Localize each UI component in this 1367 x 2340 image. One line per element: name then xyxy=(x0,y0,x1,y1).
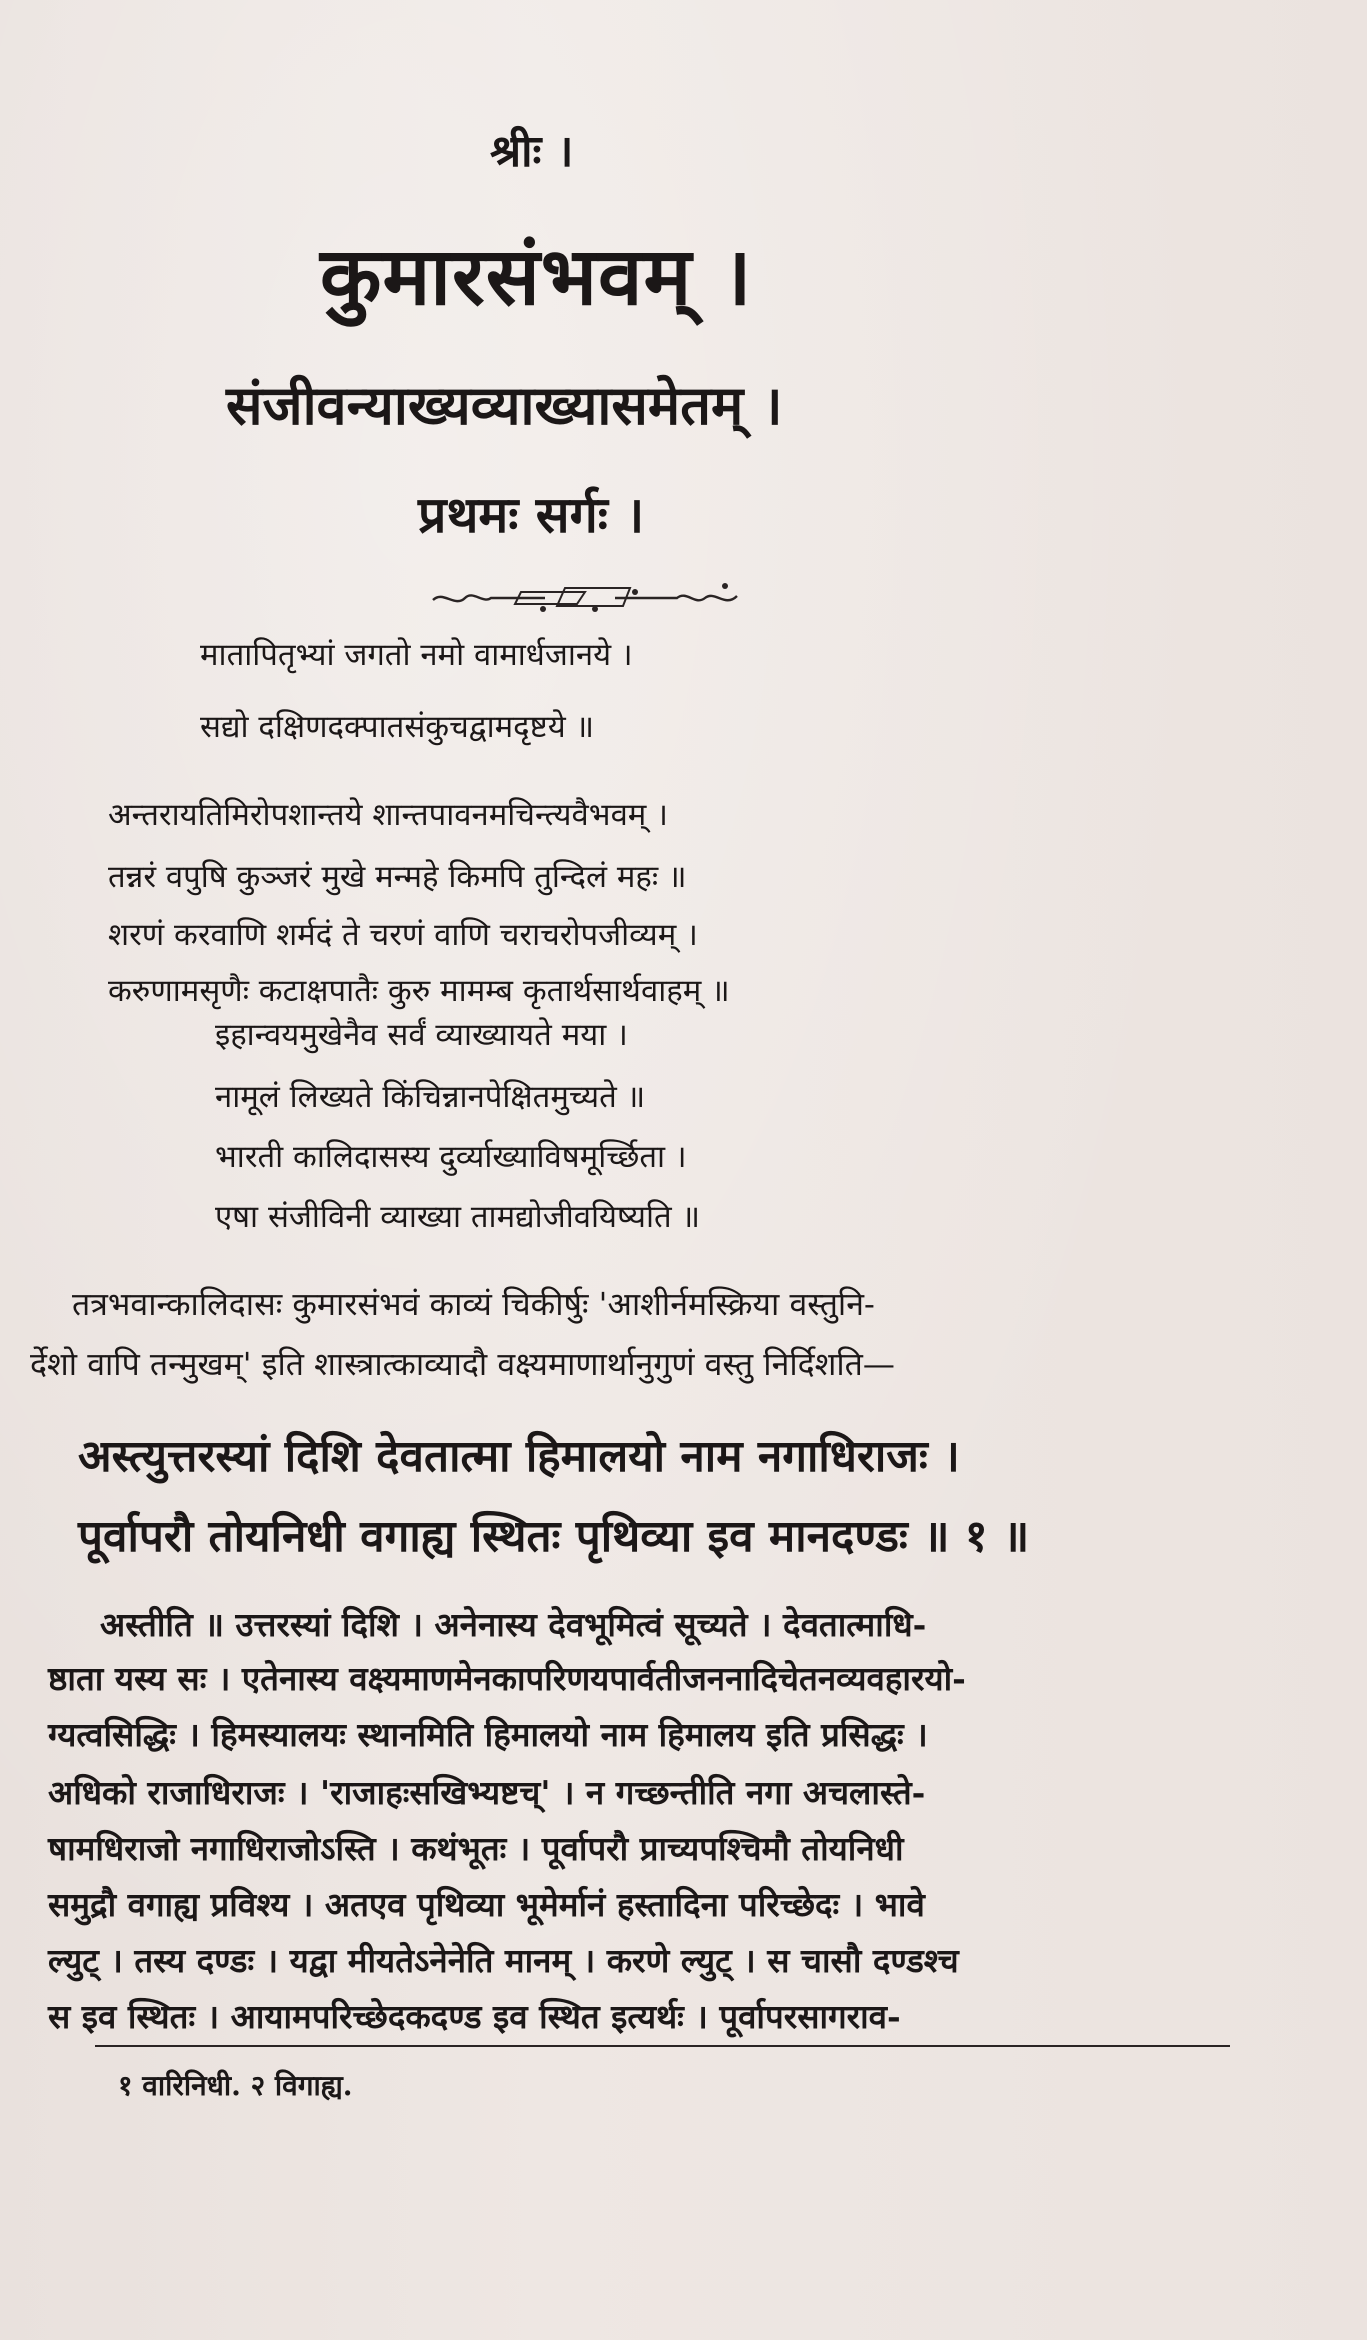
commentary-intro-line: र्देशो वापि तन्मुखम्' इति शास्त्रात्काव्यादौ वक्ष्यमाणार्थानुगुणं वस्तु निर्दिशति— xyxy=(30,1345,895,1383)
gloss-line: समुद्रौ वगाह्य प्रविश्य । अतएव पृथिव्या भूमेर्मानं हस्तादिना परिच्छेदः । भावे xyxy=(48,1885,925,1924)
invocation-verse-line: शरणं करवाणि शर्मदं ते चरणं वाणि चराचरोपजीव्यम् । xyxy=(108,917,698,953)
method-verse-line: नामूलं लिख्यते किंचिन्नानपेक्षितमुच्यते ॥ xyxy=(215,1079,646,1115)
main-verse-line: पूर्वापरौ तोयनिधी वगाह्य स्थितः पृथिव्या इव मानदण्डः ॥ १ ॥ xyxy=(78,1511,1030,1562)
method-verse-line: इहान्वयमुखेनैव सर्वं व्याख्यायते मया । xyxy=(215,1017,628,1053)
book-subtitle: संजीवन्याख्यव्याख्यासमेतम् । xyxy=(226,373,783,437)
gloss-line: अस्तीति ॥ उत्तरस्यां दिशि । अनेनास्य देवभूमित्वं सूच्यते । देवतात्माधि- xyxy=(100,1605,927,1644)
opening-verse-line: सद्यो दक्षिणदक्पातसंकुचद्वामदृष्टये ॥ xyxy=(200,709,595,745)
method-verse-line: एषा संजीविनी व्याख्या तामद्योजीवयिष्यति ॥ xyxy=(215,1199,701,1235)
invocation-verse-line: करुणामसृणैः कटाक्षपातैः कुरु मामम्ब कृतार्थसार्थवाहम् ॥ xyxy=(108,973,730,1009)
gloss-line: अधिको राजाधिराजः । 'राजाहःसखिभ्यष्टच्' । न गच्छन्तीति नगा अचलास्ते- xyxy=(48,1773,926,1812)
method-verse-line: भारती कालिदासस्य दुर्व्याख्याविषमूर्च्छिता । xyxy=(215,1139,687,1175)
gloss-line: स इव स्थितः । आयामपरिच्छेदकदण्ड इव स्थित इत्यर्थः । पूर्वापरसागराव- xyxy=(48,1997,901,2036)
opening-verse-line: मातापितृभ्यां जगतो नमो वामार्धजानये । xyxy=(200,637,633,673)
gloss-line: षामधिराजो नगाधिराजोऽस्ति । कथंभूतः । पूर्वापरौ प्राच्यपश्चिमौ तोयनिधी xyxy=(48,1829,904,1868)
footnote-rule xyxy=(95,2045,1230,2047)
gloss-line: ष्ठाता यस्य सः । एतेनास्य वक्ष्यमाणमेनकापरिणयपार्वतीजननादिचेतनव्यवहारयो- xyxy=(48,1659,966,1698)
book-title: कुमारसंभवम् । xyxy=(320,229,753,323)
gloss-line: ल्युट् । तस्य दण्डः । यद्वा मीयतेऽनेनेति मानम् । करणे ल्युट् । स चासौ दण्डश्च xyxy=(48,1941,959,1980)
invocation-verse-line: तन्नरं वपुषि कुञ्जरं मुखे मन्महे किमपि तुन्दिलं महः ॥ xyxy=(108,859,687,895)
commentary-intro-line: तत्रभवान्कालिदासः कुमारसंभवं काव्यं चिकीर्षुः 'आशीर्नमस्क्रिया वस्तुनि- xyxy=(72,1285,875,1323)
canto-heading: प्रथमः सर्गः । xyxy=(418,485,645,544)
invocation-verse-line: अन्तरायतिमिरोपशान्तये शान्तपावनमचिन्त्यवैभवम् । xyxy=(108,797,668,833)
gloss-line: ग्यत्वसिद्धिः । हिमस्यालयः स्थानमिति हिमालयो नाम हिमालय इति प्रसिद्धः । xyxy=(48,1715,928,1754)
invocation-shri: श्रीः । xyxy=(490,126,574,177)
footnotes: १ वारिनिधी. २ विगाह्य. xyxy=(118,2069,353,2102)
main-verse-line: अस्त्युत्तरस्यां दिशि देवतात्मा हिमालयो नाम नगाधिराजः । xyxy=(78,1431,960,1482)
ornament-divider xyxy=(425,578,745,618)
